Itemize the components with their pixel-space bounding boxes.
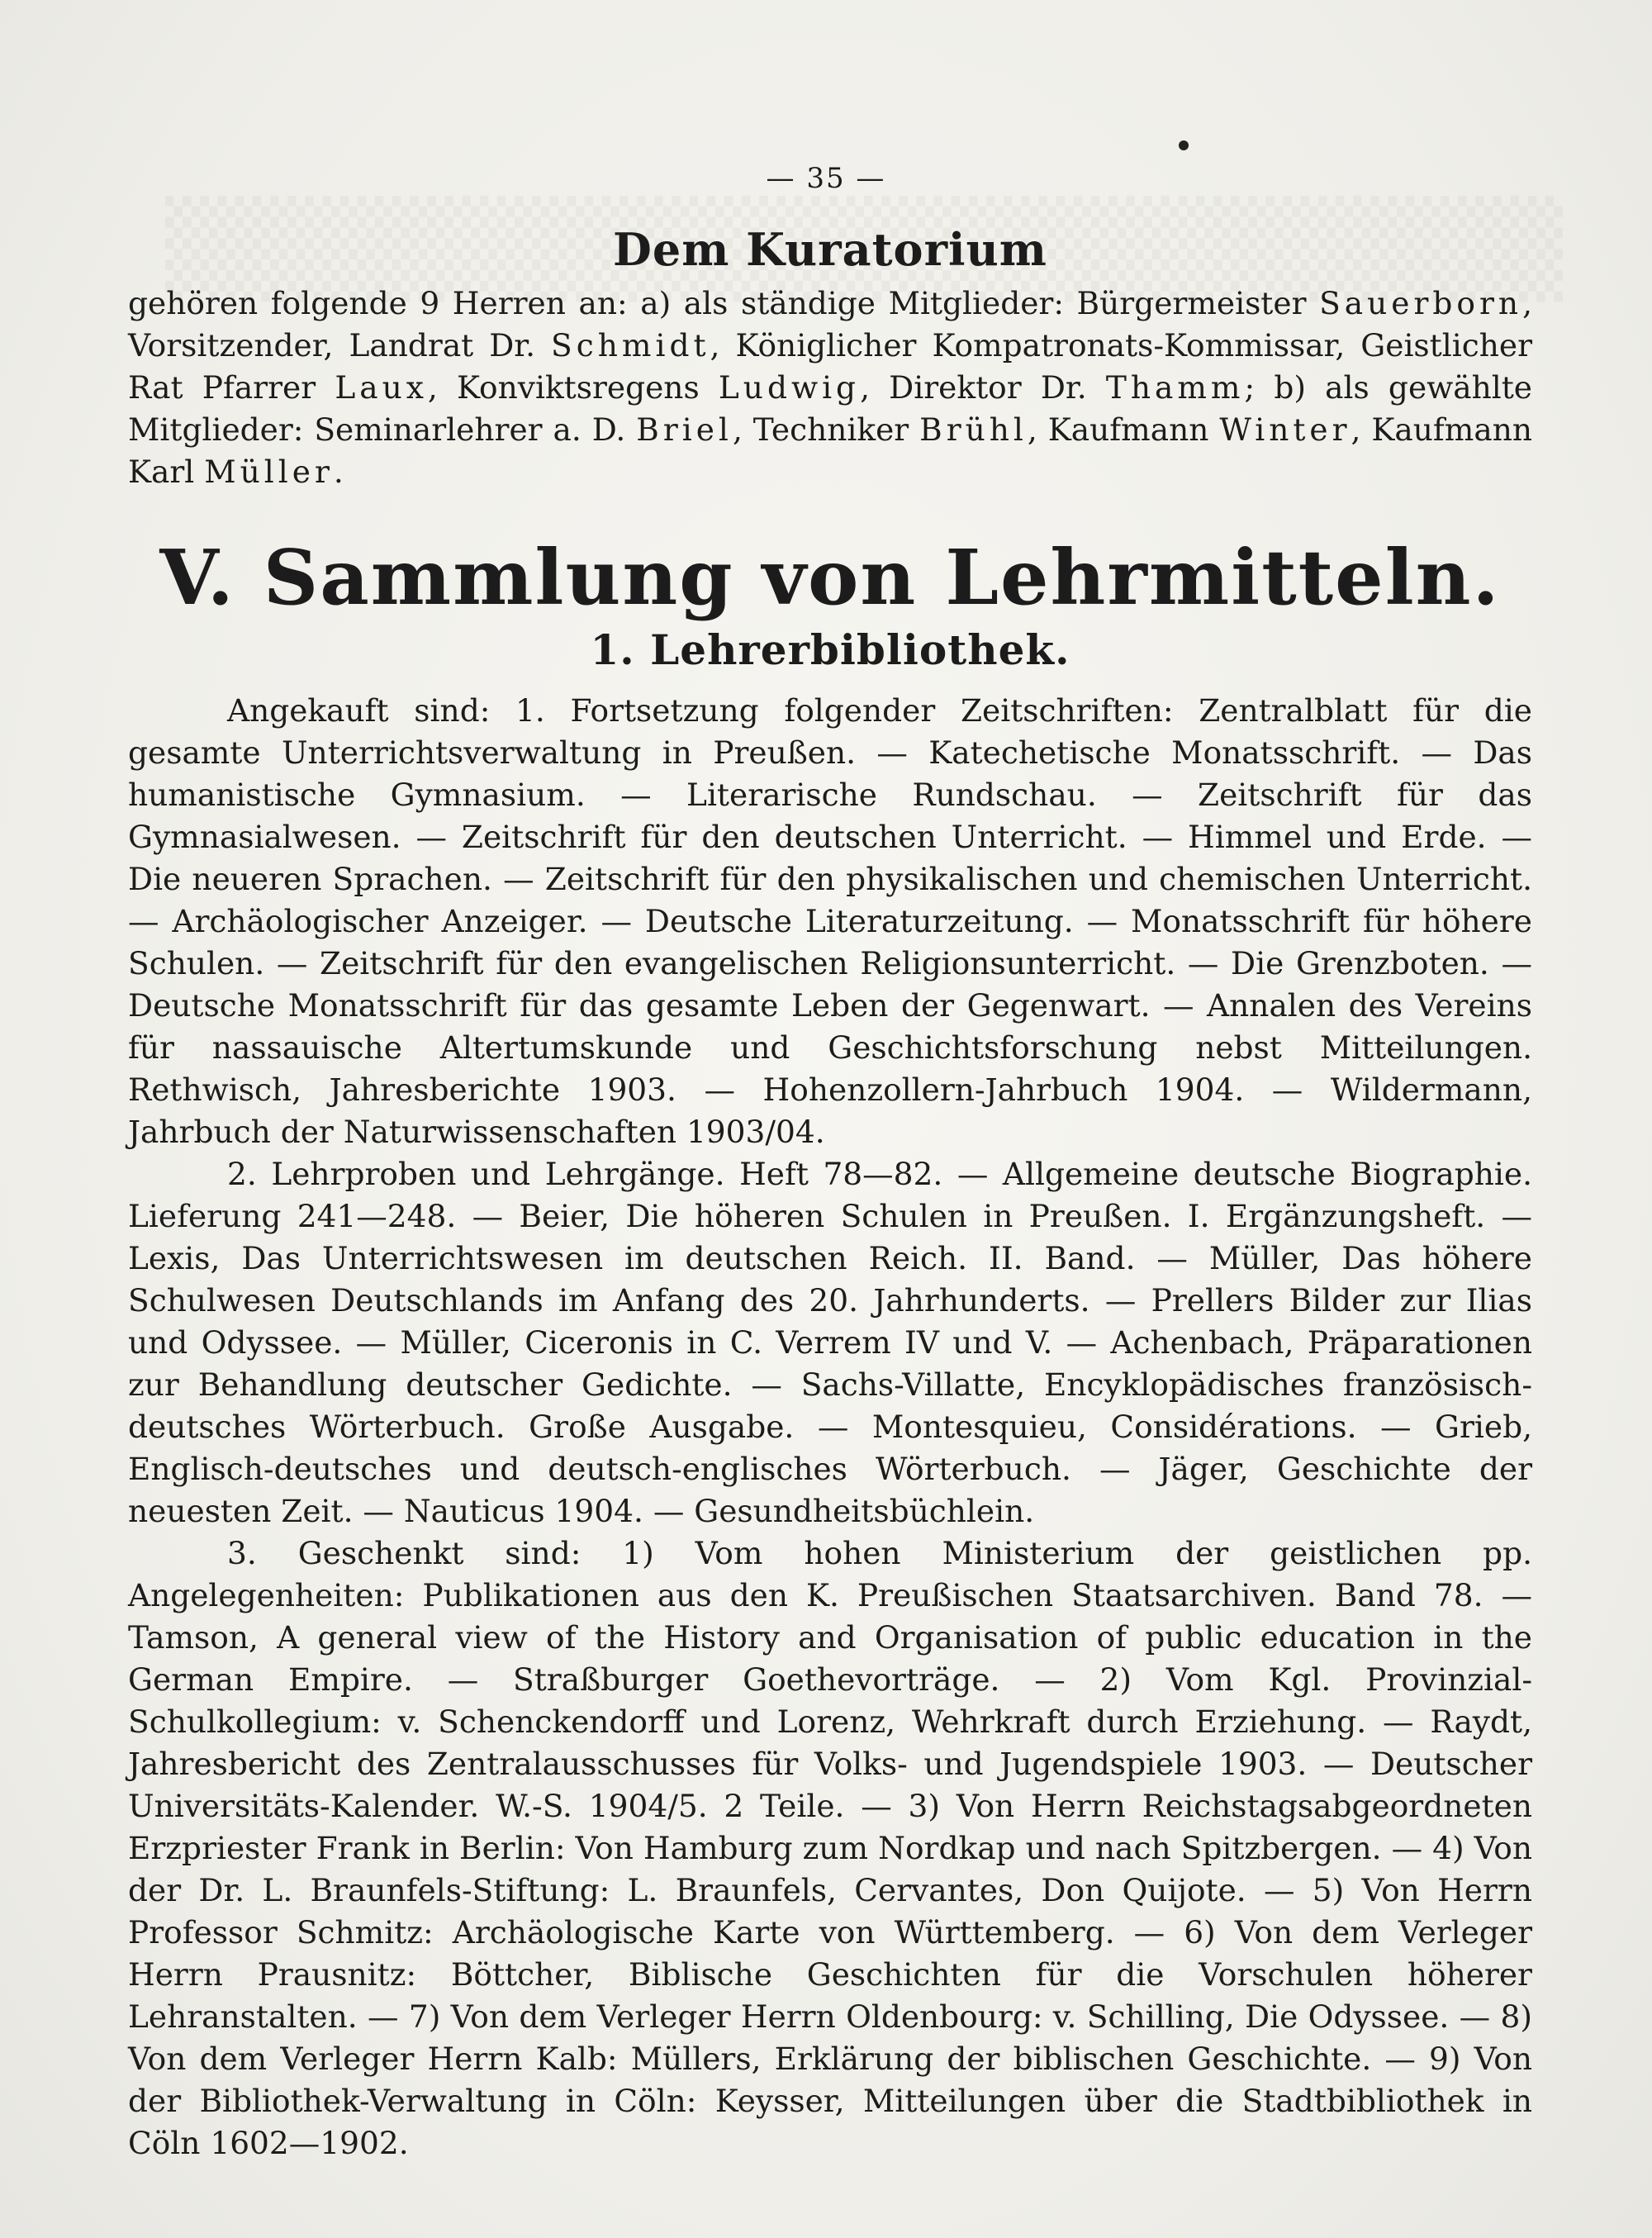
kuratorium-text: , Vorsitzender, Landrat Dr. <box>128 285 1532 363</box>
kuratorium-paragraph <box>128 283 1532 493</box>
kuratorium-text: , Direktor Dr. <box>860 369 1106 406</box>
member-name: Sauerborn <box>1319 285 1523 321</box>
member-name: Ludwig <box>718 369 861 406</box>
paragraph-teaching-materials: 2. Lehrproben und Lehrgänge. Heft 78—82. — Allgemeine deutsche Biographie. Lieferung 241—248. — Beier, Die höheren Schulen in Preußen. I. Ergänzungsheft. — Lexis, Das Unterrichtswesen im deutschen Reich. II. Band. — Müller, Das höhere Schulwesen Deutschlands im Anfang des 20. Jahrhunderts. — Prellers Bilder zur Ilias und Odyssee. — Müller, Ciceronis in C. Verrem IV und V. — Achenbach, Präparationen zur Behandlung deutscher Gedichte. — Sachs-Villatte, Encyklopädisches französisch-deutsches Wörterbuch. Große Ausgabe. — Montesquieu, Considérations. — Grieb, Englisch-deutsches und deutsch-englisches Wörterbuch. — Jäger, Geschichte der neuesten Zeit. — Nauticus 1904. — Gesundheitsbüchlein. <box>128 1156 1532 1529</box>
member-name: Laux <box>335 369 428 406</box>
kuratorium-text: . <box>333 454 344 490</box>
page-number: — 35 — <box>766 162 886 195</box>
kuratorium-text: , Kaufmann Karl <box>128 411 1532 490</box>
kuratorium-text: , Kaufmann <box>1027 411 1220 448</box>
kuratorium-heading: Dem Kuratorium <box>613 223 1047 276</box>
kuratorium-text: gehören folgende 9 Herren an: a) als ständige Mitglieder: Bürgermeister <box>128 285 1320 321</box>
kuratorium-text: , Konviktsregens <box>427 369 719 406</box>
page-content <box>128 223 1532 2164</box>
member-name: Briel <box>636 411 733 448</box>
member-name: Thamm <box>1105 369 1245 406</box>
member-name: Brühl <box>919 411 1028 448</box>
kuratorium-text: ; b) als gewählte Mitglieder: Seminarlehrer a. D. <box>128 369 1532 448</box>
section-heading: V. Sammlung von Lehrmitteln. <box>159 533 1501 622</box>
kuratorium-text: , Königlicher Kompatronats-Kommissar, Geistlicher Rat Pfarrer <box>128 327 1533 406</box>
paragraph-donations: 3. Geschenkt sind: 1) Vom hohen Ministerium der geistlichen pp. Angelegenheiten: Publikationen aus den K. Preußischen Staatsarchiven. Band 78. — Tamson, A general view of the History and Organisation of public education in the German Empire. — Straßburger Goethevorträge. — 2) Vom Kgl. Provinzial-Schulkollegium: v. Schenckendorff und Lorenz, Wehrkraft durch Erziehung. — Raydt, Jahresbericht des Zentralausschusses für Volks- und Jugendspiele 1903. — Deutscher Universitäts-Kalender. W.-S. 1904/5. 2 Teile. — 3) Von Herrn Reichstagsabgeordneten Erzpriester Frank in Berlin: Von Hamburg zum Nordkap und nach Spitzbergen. — 4) Von der Dr. L. Braunfels-Stiftung: L. Braunfels, Cervantes, Don Quijote. — 5) Von Herrn Professor Schmitz: Archäologische Karte von Württemberg. — 6) Von dem Verleger Herrn Prausnitz: Böttcher, Biblische Geschichten für die Vorschulen höherer Lehranstalten. — 7) Von dem Verleger Herrn Oldenbourg: v. Schilling, Die Odyssee. — 8) Von dem Verleger Herrn Kalb: Müllers, Erklärung der biblischen Geschichte. — 9) Von der Bibliothek-Verwaltung in Cöln: Keysser, Mitteilungen über die Stadtbibliothek in Cöln 1602—1902. <box>128 1535 1532 2161</box>
ink-dot <box>1179 140 1189 150</box>
paragraph-purchased: Angekauft sind: 1. Fortsetzung folgender Zeitschriften: Zentralblatt für die gesamte Unterrichtsverwaltung in Preußen. — Katechetische Monatsschrift. — Das humanistische Gymnasium. — Literarische Rundschau. — Zeitschrift für das Gymnasialwesen. — Zeitschrift für den deutschen Unterricht. — Himmel und Erde. — Die neueren Sprachen. — Zeitschrift für den physikalischen und chemischen Unterricht. — Archäologischer Anzeiger. — Deutsche Literaturzeitung. — Monatsschrift für höhere Schulen. — Zeitschrift für den evangelischen Religionsunterricht. — Die Grenzboten. — Deutsche Monatsschrift für das gesamte Leben der Gegenwart. — Annalen des Vereins für nassauische Altertumskunde und Geschichtsforschung nebst Mitteilungen. Rethwisch, Jahresberichte 1903. — Hohenzollern-Jahrbuch 1904. — Wildermann, Jahrbuch der Naturwissenschaften 1903/04. <box>128 692 1532 1150</box>
member-name: Müller <box>204 454 334 490</box>
member-name: Schmidt <box>551 327 710 363</box>
subsection-heading: 1. Lehrerbibliothek. <box>590 625 1070 674</box>
kuratorium-text: , Techniker <box>732 411 920 448</box>
member-name: Winter <box>1219 411 1351 448</box>
